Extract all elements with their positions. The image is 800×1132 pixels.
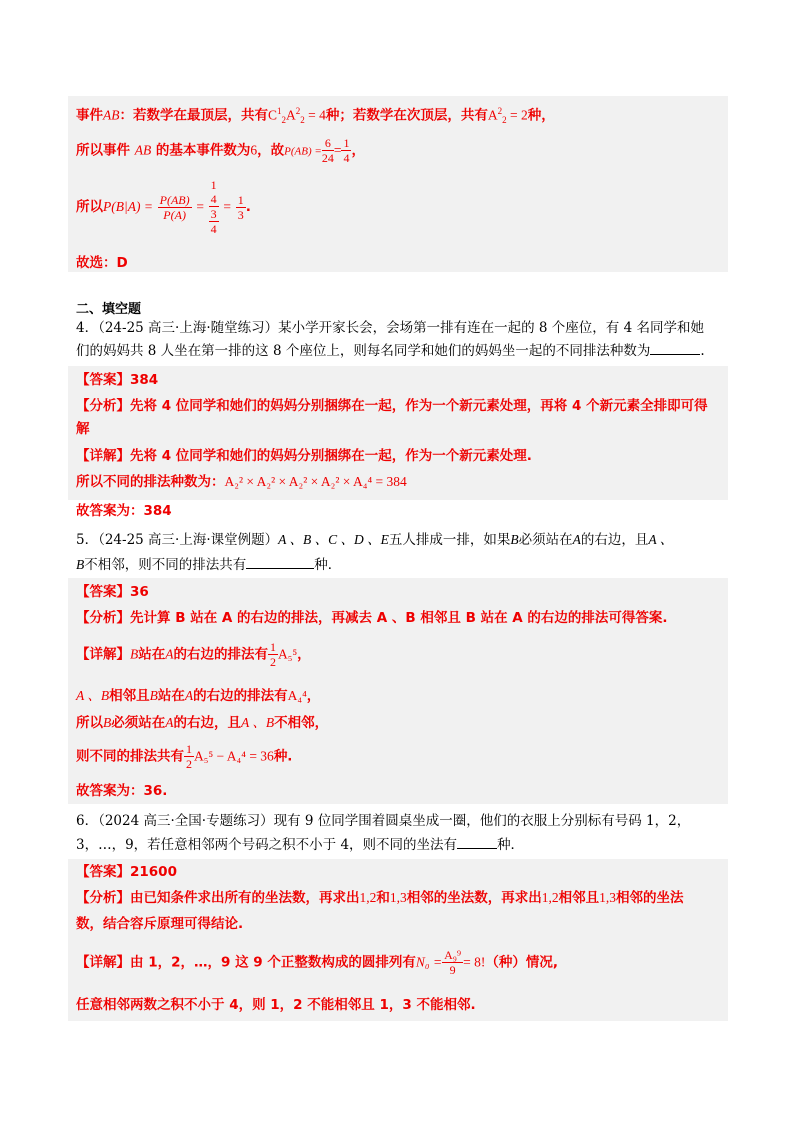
section-title: 二、填空题 [76,302,142,317]
prev-line-1: 事件AB：若数学在最顶层，共有$C^1_2A^2_2 = 4$种；若数学在次顶层，共有$A^2_2 = 2$种， [76,106,555,126]
q6-text-line-2: 3，…，9，若任意相邻两个号码之积不小于 4，则不同的坐法有 种． [76,837,525,853]
q4-count: 所以不同的排法种数为：A₂² × A₂² × A₂² × A₂² × A₄⁴ = 384 [76,474,407,490]
q4-detail: 【详解】先将 4 位同学和她们的妈妈分别捆绑在一起，作为一个新元素处理. [76,448,532,464]
q5-final: 故答案为：36. [76,783,168,799]
q6-analysis-line-2: 数，结合容斥原理可得结论. [76,916,244,932]
q4-answer-blank [650,354,700,355]
prev-line-3: 所以P(B|A) = $\frac{P(AB)}{P(A)}$ = 1 4 3 4 = $\frac{1}{3}$ . [76,178,251,236]
q6-detail-line-2: 任意相邻两数之积不小于 4，则 1，2 不能相邻且 1，3 不能相邻. [76,997,476,1013]
prev-line-2: 所以事件 AB 的基本事件数为6，故P(AB) = $\frac{6}{24}$ = $\frac{1}{4}$ ， [76,136,365,165]
q6-text-line-1: 6．（2024 高三·全国·专题练习）现有 9 位同学围着圆桌坐成一圈，他们的衣服上分别标有号码 1，2， [76,813,691,829]
q4-text-line-1: 4．（24-25 高三·上海·随堂练习）某小学开家长会，会场第一排有连在一起的 8 个座位，有 4 名同学和她 [76,320,704,336]
prev-answer-choice: 故选：D [76,255,128,271]
q6-analysis-line-1: 【分析】由已知条件求出所有的坐法数，再求出1,2和1,3相邻的坐法数，再求出1,2相邻且1,3相邻的坐法 [76,890,684,906]
q4-answer: 【答案】384 [76,372,159,388]
q4-final: 故答案为：384 [76,503,172,519]
q5-detail-line-1: 【详解】B站在A的右边的排法有 $\frac{1}{2}$ A₅⁵， [76,640,311,669]
q5-answer: 【答案】36 [76,584,149,600]
q5-text-line-2: B不相邻，则不同的排法共有 种． [76,557,342,573]
q5-analysis: 【分析】先计算 B 站在 A 的右边的排法，再减去 A 、B 相邻且 B 站在 A 的右边的排法可得答案. [76,610,668,626]
q5-detail-line-3: 所以B必须站在A的右边，且A 、B不相邻， [76,715,329,731]
q4-analysis-line-2: 解 [76,421,90,437]
q6-detail-line-1: 【详解】由 1，2，…，9 这 9 个正整数构成的圆排列有N₀ = $\frac{\text{A₉⁹}}{9}$ = 8!（种）情况, [76,948,558,977]
q6-answer-blank [457,848,497,849]
q5-detail-line-4: 则不同的排法共有 $\frac{1}{2}$ A₅⁵ − A₄⁴ = 36种. [76,742,293,771]
q4-analysis-line-1: 【分析】先将 4 位同学和她们的妈妈分别捆绑在一起，作为一个新元素处理，再将 4 个新元素全排即可得 [76,398,708,414]
q6-answer: 【答案】21600 [76,864,177,880]
q5-text-line-1: 5．（24-25 高三·上海·课堂例题）A 、B 、C 、D 、E五人排成一排，如果B必须站在A的右边，且A 、 [76,532,674,548]
q5-detail-line-2: A 、B相邻且B站在A的右边的排法有A₄⁴， [76,688,321,704]
q5-answer-blank [246,568,314,569]
q4-text-line-2: 们的妈妈共 8 人坐在第一排的这 8 个座位上，则每名同学和她们的妈妈坐一起的不同排法种数为 . [76,343,705,359]
